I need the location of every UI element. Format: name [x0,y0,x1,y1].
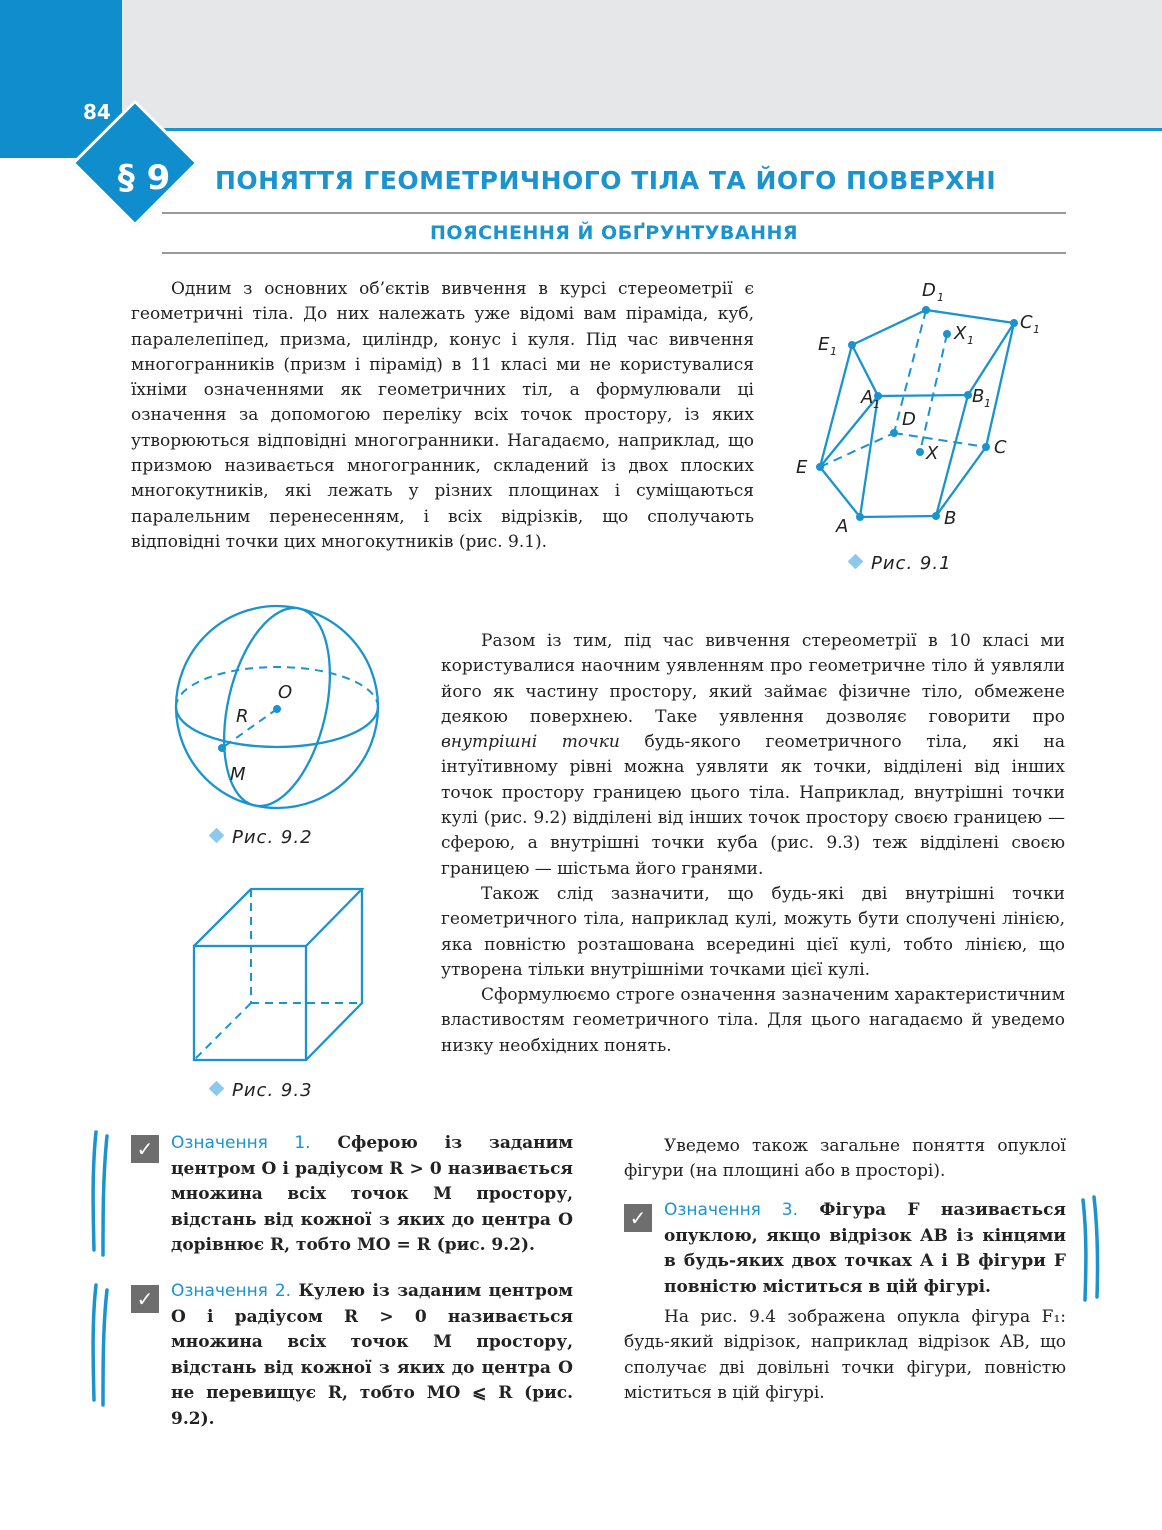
definition-1-text: Сферою із заданим центром O і радіусом R > 0 називається множина всіх точок M простору, відстань від кожної з яких до центра O дорівнює R, тобто MO = R (рис. 9.2). [171,1133,573,1255]
figure-prism [785,275,1055,535]
right-column-intro: Уведемо також загальне поняття опуклої фігури (на площині або в просторі). [624,1136,1066,1182]
label-m: M [230,764,246,785]
section-number: § 9 [117,158,171,198]
body-text [441,629,1065,1059]
label-d1: D [922,280,936,301]
label-a1: A [861,387,874,408]
caption-fig-9-2: Рис. 9.2 [211,827,313,848]
label-r: R [236,706,249,727]
body-paragraph-2: Також слід зазначити, що будь-які дві внутрішні точки геометричного тіла, наприклад кулі, можуть бути сполучені лінією, яка повністю розташована всередині цієї кулі, тобто лінією, що утворена тільки внутрішніми точками цієї кулі. [441,883,1065,980]
checkmark-icon: ✓ [131,1285,159,1313]
section-subtitle: ПОЯСНЕННЯ Й ОБҐРУНТУВАННЯ [429,222,799,244]
label-c1: C [1020,312,1033,333]
definition-2 [171,1279,573,1432]
svg-text:1: 1 [830,345,837,358]
svg-text:1: 1 [937,291,944,304]
diamond-bullet-icon [848,554,864,570]
checkmark-icon: ✓ [624,1204,652,1232]
page-number: 84 [83,100,111,124]
label-d: D [902,409,916,430]
definition-3 [664,1198,1066,1300]
title-rule [162,212,1066,214]
caption-fig-9-3: Рис. 9.3 [211,1080,313,1101]
label-a: A [836,516,849,535]
figure-sphere [170,600,385,815]
checkmark-icon: ✓ [131,1135,159,1163]
definition-3-label: Означення 3. [664,1200,798,1220]
label-b1: B [972,386,985,407]
svg-text:1: 1 [967,334,974,347]
caption-fig-9-1: Рис. 9.1 [850,553,952,574]
subtitle-rule [162,252,1066,254]
header-band [122,0,1162,128]
margin-marks-right [1075,1190,1105,1310]
definition-1-label: Означення 1. [171,1133,311,1153]
svg-text:1: 1 [984,397,991,410]
label-o: O [278,682,293,703]
intro-paragraph [131,277,754,555]
diamond-bullet-icon [209,828,225,844]
header-rule [122,128,1162,131]
definition-2-text: Кулею із заданим центром O і радіусом R > 0 називається множина всіх точок M простору, відстань від кожної з яких до центра O не перевищує R, тобто MO ⩽ R (рис. 9.2). [171,1281,573,1429]
label-b: B [944,508,957,529]
label-x: X [926,443,939,464]
label-x1: X [954,323,967,344]
margin-marks-left [85,1125,115,1415]
intro-text: Одним з основних об’єктів вивчення в курсі стереометрії є геометричні тіла. До них належать уже відомі вам піраміда, куб, паралелепіпед, призма, циліндр, конус і куля. Під час вивчення многогранників (призм і пірамід) в 11 класі ми не користувалися їхніми означеннями як геометричних тіл, а формулювали ці означення за допомогою переліку всіх точок простору, із яких утворюються відповідні многогранники. Нагадаємо, наприклад, що призмою називається многогранник, складений із двох плоских многокутників, які лежать у різних площинах і суміщаються паралельним перенесенням, і всіх відрізків, що сполучають відповідні точки цих многокутників (рис. 9.1). [131,279,754,552]
label-c: C [994,437,1007,458]
section-title: ПОНЯТТЯ ГЕОМЕТРИЧНОГО ТІЛА ТА ЙОГО ПОВЕРХНІ [215,166,997,195]
label-e: E [796,457,808,478]
definition-3-text: Фігура F називається опуклою, якщо відрізок AB із кінцями в будь-яких двох точках A і B фігури F повністю міститься в цій фігурі. [664,1200,1066,1297]
definition-1 [171,1131,573,1259]
svg-text:1: 1 [873,398,880,411]
diamond-bullet-icon [209,1081,225,1097]
definition-2-label: Означення 2. [171,1281,292,1301]
body-paragraph-3: Сформулюємо строге означення зазначеним характеристичним властивостям геометричного тіла. Для цього нагадаємо й уведемо низку необхідних понять. [441,985,1065,1056]
svg-text:1: 1 [1033,323,1040,336]
label-e1: E [818,334,830,355]
right-column-after: На рис. 9.4 зображена опукла фігура F₁: будь-який відрізок, наприклад відрізок AB, що сполучає дві довільні точки фігури, повністю міститься в цій фігурі. [624,1307,1066,1403]
body-paragraph-1: Разом із тим, під час вивчення стереометрії в 10 класі ми користувалися наочним уявленням про геометричне тіло й уявляли його як частину простору, який займає фізичне тіло, обмежене деякою поверхнею. Таке уявлення дозволяє говорити про внутрішні точки будь-якого геометричного тіла, які на інтуїтивному рівні можна уявляти як точки, відділені від інших точок простору границею цього тіла. Наприклад, внутрішні точки кулі (рис. 9.2) відділені від інших точок простору своєю границею — сферою, а внутрішні точки куба (рис. 9.3) теж відділені своєю границею — шістьма його гранями. [441,631,1065,879]
figure-cube [190,885,365,1065]
